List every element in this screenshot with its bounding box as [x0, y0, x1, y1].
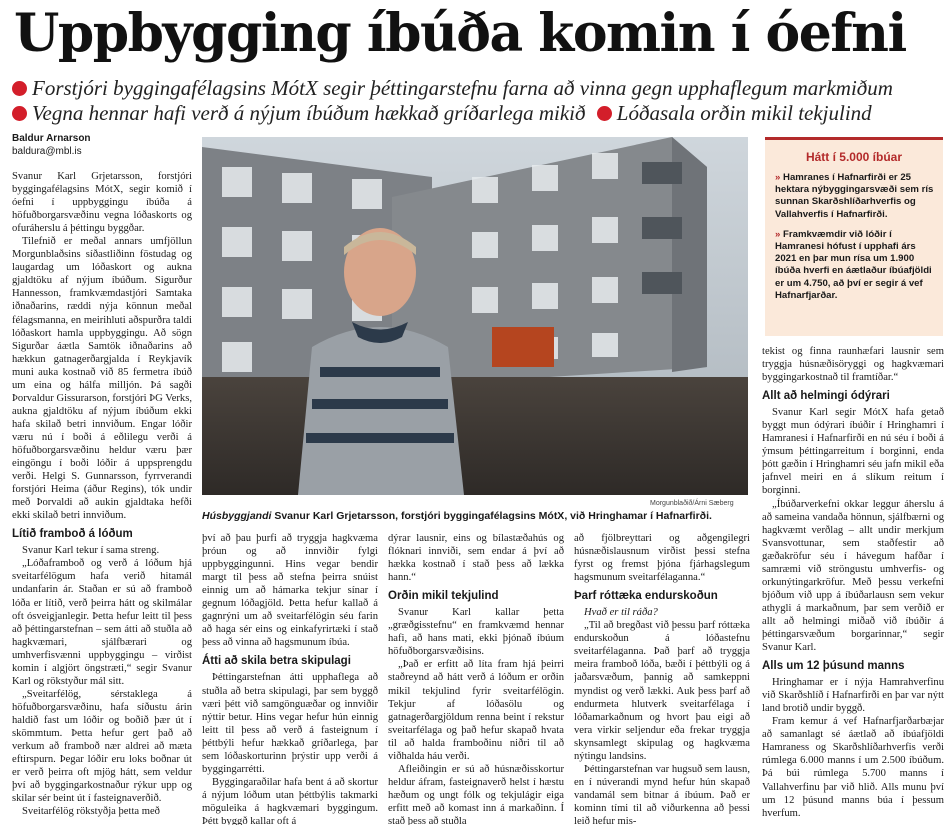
author-email: baldura@mbl.is — [12, 146, 82, 157]
paragraph: Sveitarfélög rökstyðja þetta með — [22, 806, 160, 818]
paragraph: því að þau þurfi að tryggja hagkvæma þróun og að innviðir fylgi uppbyggingunni. Hins vegar bendir margt til þess að stefna þeirra snúist einnig um að hámarka tekjur sínar í gegnum lóðagjöld. Þetta hefur kallað á gagnrýni um að sveitarfélögin séu farin að haga sér eins og einkafyrirtæki í stað þess að vinna að hagsmunum íbúa. — [202, 533, 378, 649]
article-column-4 — [574, 532, 750, 825]
paragraph: „Lóðaframboð og verð á lóðum hjá sveitarfélögum hafa verið hitamál undanfarin ár. Staðan er sú að framboð lóða er lítið, verð þeirra hátt og skilmálar oft ósveigjanlegir. Þetta hefur leitt til þess að þéttingarstefnan – sem átti að stuðla að hagkvæmari, sjálfbærari og umhverfisvænni uppbyggingu – virðist komin í algjört öngstræti,“ segir Svanur Karl og rökstyður mál sitt. — [12, 558, 192, 687]
paragraph: Svanur Karl tekur í sama streng. — [22, 545, 160, 557]
photo-illustration — [202, 137, 748, 495]
paragraph: „Sveitarfélög, sérstaklega á höfuðborgarsvæðinu, hafa síðustu árin haldið fast um lóðir og boðið þær út í skömmtum. Þetta hefur gert það að verkum að framboð nær aldrei að mæta eftirspurn. Þegar lóðir eru loks boðnar út er verð þeirra oft mjög hátt, sem veldur því að byggingarkostnaður rýkur upp og skilar sér beint út í fasteignaverðið. — [12, 688, 192, 805]
paragraph: Svanur Karl Grjetarsson, forstjóri byggingafélagsins MótX, segir komið í óefni í uppbyggingu íbúða á höfuðborgarsvæðinu vegna lóðaskorts og ofuráherslu á þéttingu byggðar. — [12, 171, 192, 235]
photo-caption — [202, 510, 748, 522]
info-box-text: Hamranes í Hafnarfirði er 25 hektara nýbyggingarsvæði sem rís sunnan Skarðshlíðarhverfis og Vallahverfis í Hafnarfirði. — [775, 172, 934, 220]
caption-lead: Húsbyggjandi — [202, 510, 272, 522]
article-column-1 — [12, 170, 192, 825]
article-photo — [202, 137, 748, 495]
paragraph: Þéttingarstefnan átti upphaflega að stuðla að betra skipulagi, þar sem byggð væri þétt við samgönguæðar og innviðir nýttir betur. Hins vegar hefur hún einnig leitt til þess að verð á fasteignum í þéttbýli hefur hækkað gríðarlega, þar sem lóðaskorturinn þrýstir upp verði á byggingarrétti. — [202, 672, 378, 775]
photo-credit: Morgunblaðið/Árni Sæberg — [650, 500, 734, 507]
info-box — [765, 137, 943, 336]
paragraph: „Til að bregðast við þessu þarf róttæka endurskoðun á lóðastefnu sveitarfélaganna. Það þarf að tryggja meira framboð lóða, bæði í þéttbýli og á jaðarsvæðum, þannig að samkeppni myndist og verð lækki. Auk þess þarf að endurmeta hlutverk sveitarfélaga í lóðamarkaðnum og hvort þau eigi að vera virkir seljendur eða frekar tryggja skynsamlegt skipulag og hagkvæma nýtingu landsins. — [574, 620, 750, 762]
paragraph: Svanur Karl kallar þetta „græðgisstefnu“ en framkvæmd hennar hafi, að hans mati, ekki þjónað íbúum höfuðborgarsvæðisins. — [388, 607, 564, 658]
paragraph: Afleiðingin er sú að húsnæðisskortur heldur áfram, fasteignaverð helst í hæstu hæðum og ungt fólk og tekjulágir eiga erfitt með að komast inn á markaðinn. Í stað þess að stuðla — [388, 763, 564, 825]
paragraph: dýrar lausnir, eins og bílastæðahús og flóknari innviði, sem endar á því að hækka kostnað í stað þess að lækka hann.“ — [388, 533, 564, 584]
bullet-icon — [12, 106, 27, 121]
subheading: Átti að skila betra skipulagi — [202, 655, 351, 668]
paragraph: Hringhamar er í nýja Hamrahverfinu við Skarðshlíð í Hafnarfirði en þar var nýtt land brotið undir byggð. — [762, 677, 944, 715]
subheadline-1: Forstjóri byggingafélagsins MótX segir þéttingarstefnu farna að vinna gegn upphaflegum markmiðum — [32, 76, 893, 100]
subheadline-3: Lóðasala orðin mikil tekjulind — [616, 101, 872, 125]
article-column-3 — [388, 532, 564, 825]
article-column-5 — [762, 345, 944, 825]
arrow-icon: » — [775, 172, 784, 183]
subheading: Þarf róttæka endurskoðun — [574, 590, 718, 603]
paragraph: Fram kemur á vef Hafnarfjarðarbæjar að samanlagt sé áætlað að íbúafjöldi Hamraness og Skarðshlíðarhverfis verði rúmlega 6.000 manns í um 2.500 íbúðum. Þá búi rúmlega 5.700 manns í Vallahverfinu þar við hlið. Alls munu því um 12 þúsund manns búa í þessum hverfum. — [762, 716, 944, 819]
subheadline-2: Vegna hennar hafi verð á nýjum íbúðum hækkað gríðarlega mikið — [32, 101, 586, 125]
article-column-2 — [202, 532, 378, 825]
paragraph: Byggingaraðilar hafa bent á að skortur á nýjum lóðum utan þéttbýlis takmarki möguleika á hagkvæmari byggingum. Þétt byggð kallar oft á — [202, 776, 378, 825]
paragraph: „Íbúðarverkefni okkar leggur áherslu á að sameina vandaða hönnun, sjálfbærni og hagkvæmt verðlag – allt undir merkjum Svansvottunar, sem staðfestir að gæðakröfur séu í hávegum hafðar í samræmi við ströngustu umhverfis- og orkunýtingarkröfur. Með þessu verkefni bjóðum við upp á íbúðarlausn sem vekur athygli á markaðnum, þar sem verðið er allt að helmingi miðað við íbúðir á þéttingarsvæðum borgarinnar,“ segir Svanur Karl. — [762, 498, 944, 654]
bullet-icon — [597, 106, 612, 121]
info-box-item — [775, 229, 935, 302]
author-name: Baldur Arnarson — [12, 133, 91, 144]
subheading: Allt að helmingi ódýrari — [762, 390, 890, 403]
question: Hvað er til ráða? — [584, 607, 658, 619]
paragraph: Tilefnið er meðal annars umfjöllun Morgunblaðsins síðastliðinn föstudag og laugardag um lóðaskort og aukna gjaldtöku af nýjum íbúðum. Sigurður Hannesson, framkvæmdastjóri Samtaka iðnaðarins, ræddi nýja könnun meðal félagsmanna, en meirihluti aðspurðra taldi lóðaskort hamla uppbyggingu. Að sögn Sigurðar áætla Samtök iðnaðarins að hækkun gatnagerðargjalda í Reykjavík muni auka kostnað við 85 fermetra íbúð um eina og hálfa milljón. Þá sagði Þorvaldur Gissurarson, forstjóri ÞG Verks, aukna gjaldtöku af nýjum íbúðum ekki hafa skilað betri innviðum. Engar lóðir væru nú í boði á eðlilegu verði á höfuðborgarsvæðinu heldur væru þær eingöngu í boði lóðir á uppsprengdu verði. Helgi S. Gunnarsson, fyrrverandi forstjóri Heima (áður Regins), tók undir með Þorvaldi að aukin gjaldtaka hefði ekki skilað betri innviðum. — [12, 236, 192, 522]
info-box-title: Hátt í 5.000 íbúar — [805, 150, 903, 164]
arrow-icon: » — [775, 228, 784, 240]
subheading: Lítið framboð á lóðum — [12, 528, 133, 541]
subheading: Orðin mikil tekjulind — [388, 590, 499, 603]
paragraph: tekist og finna raunhæfari lausnir sem tryggja húsnæðisöryggi og hagkvæmari byggingarkostnað til framtíðar.“ — [762, 346, 944, 384]
subheading: Alls um 12 þúsund manns — [762, 660, 905, 673]
paragraph: Svanur Karl segir MótX hafa getað byggt mun ódýrari íbúðir í Hringhamri í Hamranesi í Hafnarfirði en nú séu í boði á ýmsum þéttingarreitum í borginni, enda þótt gæðin í Hringhamri séu jafn mikil eða jafnvel meiri en á slíkum reitum í borginni. — [762, 407, 944, 497]
subheadlines — [12, 76, 942, 126]
bullet-icon — [12, 81, 27, 96]
info-box-item — [775, 172, 935, 221]
paragraph: Þéttingarstefnan var hugsuð sem lausn, en í núverandi mynd hefur hún skapað vandamál sem bitnar á íbúum. Það er kominn tími til að viðurkenna að þessi leið hefur mis- — [574, 763, 750, 825]
paragraph: „Það er erfitt að líta fram hjá þeirri staðreynd að hátt verð á lóðum er orðin mikil tekjulind fyrir sveitarfélögin. Tekjur af lóðasölu og gatnagerðargjöldum renna beint í rekstur sveitarfélaga og það hefur skapað hvata til að halda framboðinu niðri til að viðhalda háu verði. — [388, 659, 564, 762]
headline: Uppbygging íbúða komin í óefni — [14, 3, 906, 64]
caption-text: Svanur Karl Grjetarsson, forstjóri byggingafélagsins MótX, við Hringhamar í Hafnarfirði. — [271, 510, 712, 522]
info-box-text: Framkvæmdir við lóðir í Hamranesi hófust í upphafi árs 2021 en þar mun rísa um 1.900 íbúða hverfi en áætlaður íbúafjöldi er um 4.750, að því er segir á vef Hafnarfjarðar. — [775, 228, 932, 301]
paragraph: að fjölbreyttari og aðgengilegri húsnæðislausnum virðist þessi stefna fyrst og fremst þjóna fjárhagslegum hagsmunum sveitarfélaganna.“ — [574, 533, 750, 584]
byline — [12, 132, 91, 158]
